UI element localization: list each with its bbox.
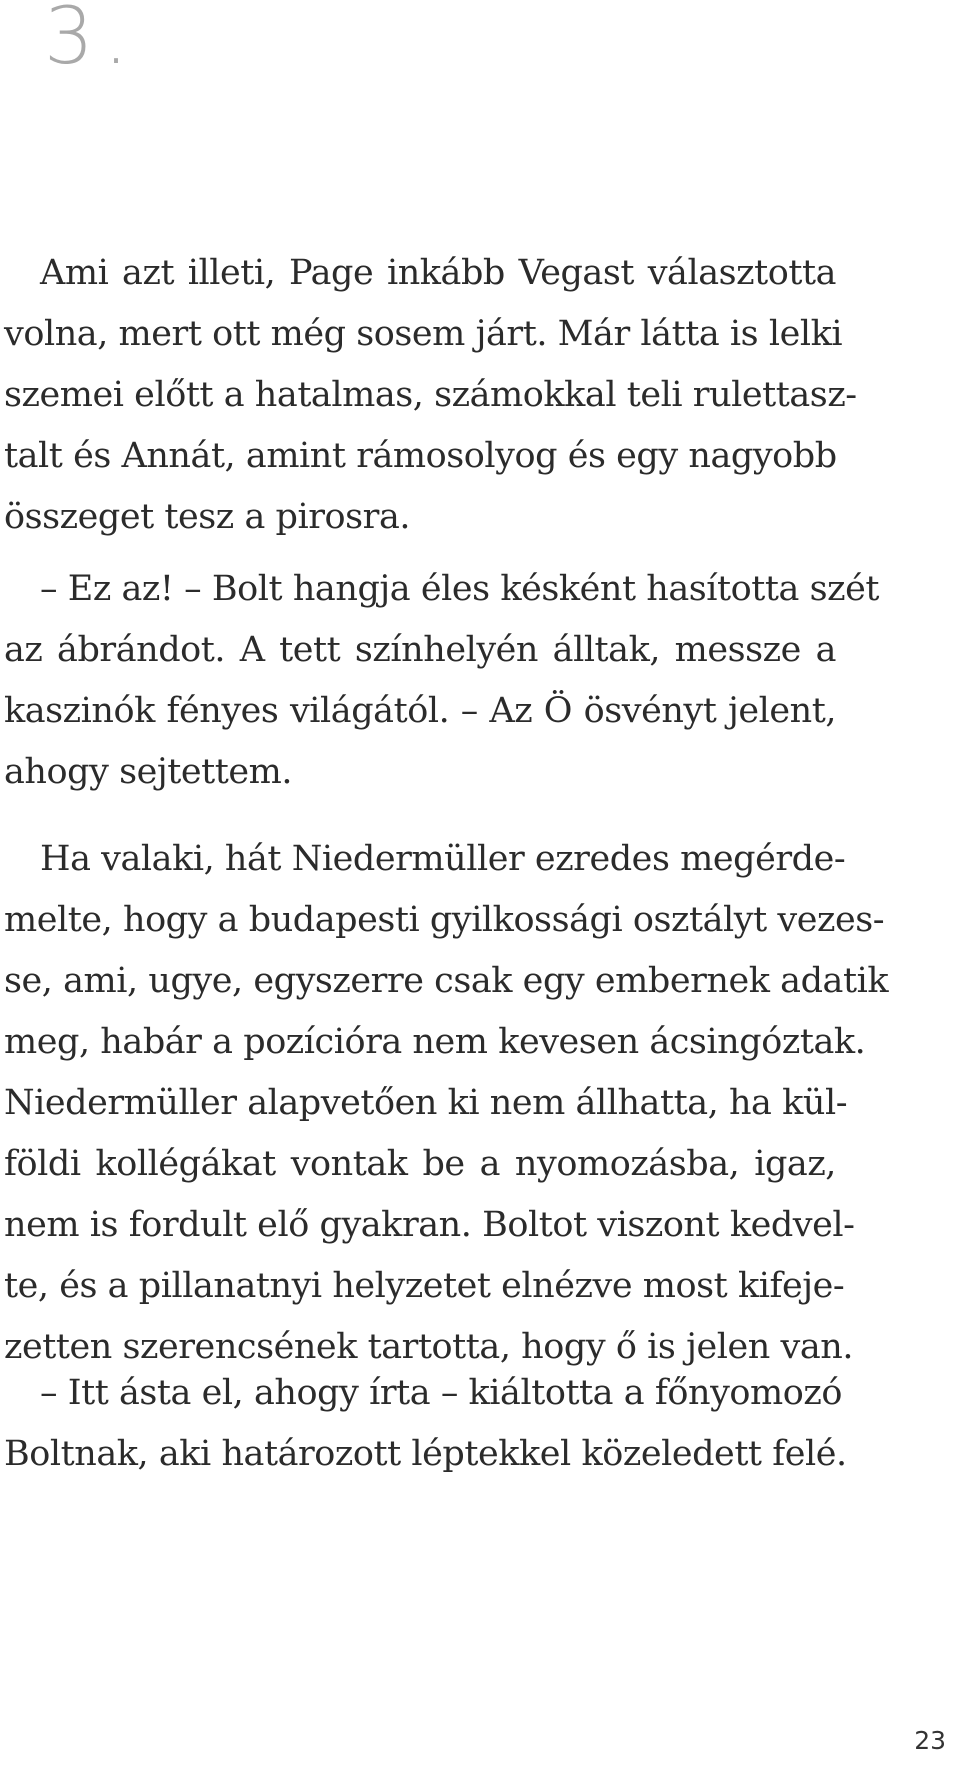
chapter-number: 3. (44, 0, 139, 82)
text-line: ahogy sejtettem. (4, 752, 293, 792)
text-line: – Itt ásta el, ahogy írta – kiáltotta a főnyomozó (40, 1373, 842, 1413)
text-line: összeget tesz a pirosra. (4, 497, 411, 537)
paragraph (4, 829, 889, 1378)
text-line: szemei előtt a hatalmas, számokkal teli rulettasz- (4, 375, 857, 415)
text-line: se, ami, ugye, egyszerre csak egy embernek adatik (4, 961, 889, 1001)
text-line: meg, habár a pozícióra nem kevesen ácsingóztak. (4, 1022, 866, 1062)
paragraph (4, 243, 857, 548)
paragraph (4, 559, 879, 803)
text-line: földi kollégákat vontak be a nyomozásba, igaz, (4, 1144, 836, 1184)
text-line: talt és Annát, amint rámosolyog és egy nagyobb (4, 436, 837, 476)
text-line: nem is fordult elő gyakran. Boltot viszont kedvel- (4, 1205, 855, 1245)
text-line: melte, hogy a budapesti gyilkossági osztályt vezes- (4, 900, 885, 940)
text-line: volna, mert ott még sosem járt. Már látta is lelki (4, 314, 843, 354)
paragraph (4, 1363, 847, 1485)
text-line: Niedermüller alapvetően ki nem állhatta, ha kül- (4, 1083, 848, 1123)
text-line: Ami azt illeti, Page inkább Vegast választotta (40, 253, 836, 293)
text-line: te, és a pillanatnyi helyzetet elnézve most kifeje- (4, 1266, 845, 1306)
text-line: Ha valaki, hát Niedermüller ezredes megérde- (40, 839, 846, 879)
text-line: az ábrándot. A tett színhelyén álltak, messze a (4, 630, 836, 670)
page-number: 23 (914, 1726, 946, 1755)
text-line: – Ez az! – Bolt hangja éles késként hasította szét (40, 569, 879, 609)
text-line: kaszinók fényes világától. – Az Ö ösvényt jelent, (4, 691, 836, 731)
text-line: zetten szerencsének tartotta, hogy ő is jelen van. (4, 1327, 854, 1367)
text-line: Boltnak, aki határozott léptekkel közeledett felé. (4, 1434, 847, 1474)
